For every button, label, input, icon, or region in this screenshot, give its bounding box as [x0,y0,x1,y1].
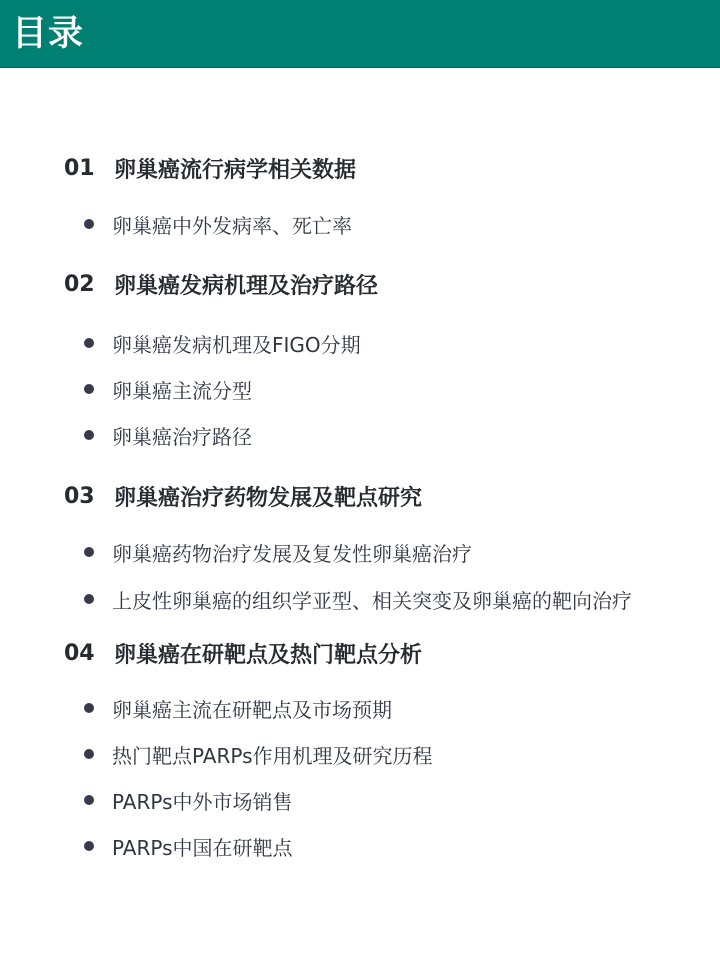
section-title: 卵巢癌治疗药物发展及靶点研究 [114,485,423,511]
page-title: 目录 [12,14,85,54]
bullet-icon [84,384,94,394]
bullet-icon [84,594,94,604]
toc-item-label: 热门靶点PARPs作用机理及研究历程 [112,743,433,768]
section-title: 卵巢癌流行病学相关数据 [114,157,357,183]
bullet-icon [84,219,94,229]
toc-item [84,421,252,449]
section-title: 卵巢癌发病机理及治疗路径 [114,273,379,299]
section-number: 02 [64,271,95,297]
bullet-icon [84,338,94,348]
bullet-icon [84,749,94,759]
toc-item-label: PARPs中外市场销售 [112,789,293,814]
bullet-icon [84,841,94,851]
section-title: 卵巢癌在研靶点及热门靶点分析 [114,642,423,668]
toc-item-label: PARPs中国在研靶点 [112,835,293,860]
toc-item-label: 卵巢癌发病机理及FIGO分期 [112,332,361,357]
toc-item [84,585,632,613]
bullet-icon [84,795,94,805]
toc-item-label: 卵巢癌中外发病率、死亡率 [112,213,352,238]
section-number: 03 [64,483,95,509]
toc-item [84,375,252,403]
toc-item [84,694,392,722]
toc-item-label: 卵巢癌主流在研靶点及市场预期 [112,697,392,722]
bullet-icon [84,703,94,713]
section-heading-04 [64,638,422,668]
toc-item-label: 上皮性卵巢癌的组织学亚型、相关突变及卵巢癌的靶向治疗 [112,588,632,613]
section-heading-02 [64,269,378,299]
toc-item [84,740,433,768]
section-heading-03 [64,481,422,511]
toc-item [84,210,352,238]
bullet-icon [84,547,94,557]
toc-item [84,329,361,357]
section-number: 04 [64,640,95,666]
section-number: 01 [64,155,95,181]
bullet-icon [84,430,94,440]
toc-item [84,832,293,860]
toc-item [84,786,293,814]
toc-item [84,538,472,566]
section-heading-01 [64,153,356,183]
toc-item-label: 卵巢癌药物治疗发展及复发性卵巢癌治疗 [112,541,472,566]
toc-item-label: 卵巢癌主流分型 [112,378,252,403]
toc-item-label: 卵巢癌治疗路径 [112,424,252,449]
